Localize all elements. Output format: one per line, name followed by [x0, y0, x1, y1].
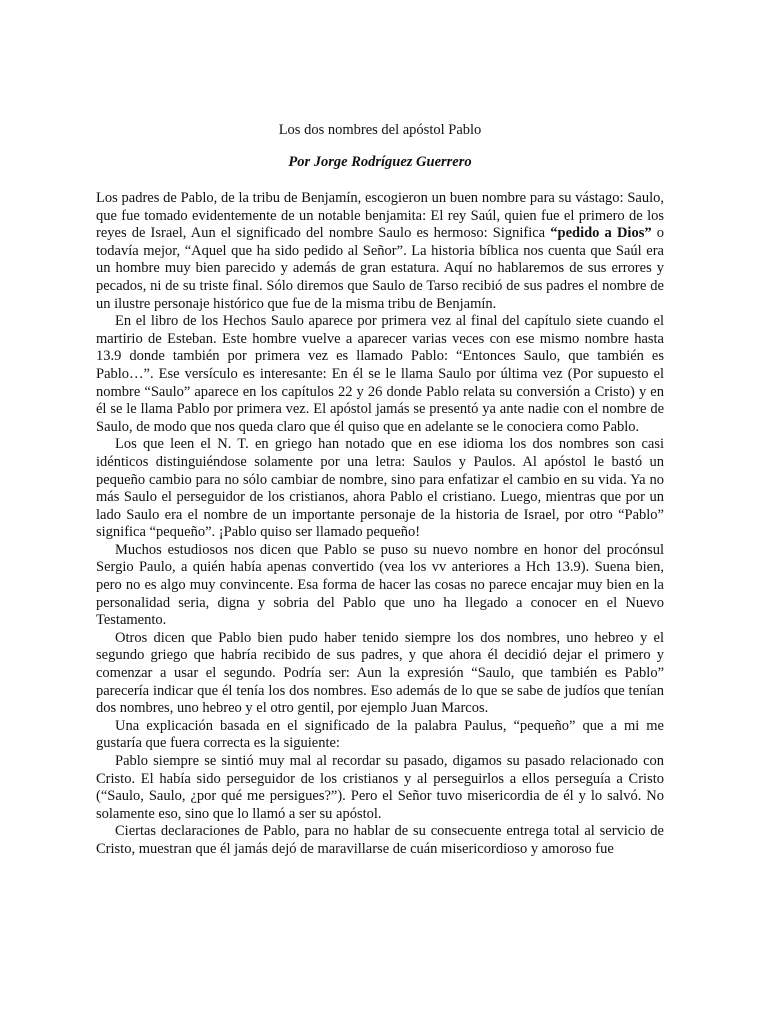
paragraph-2: En el libro de los Hechos Saulo aparece por primera vez al final del capítulo siete cuando el martirio de Esteban. Este hombre vuelve a aparecer varias veces con ese mismo nombre hasta 13.9 donde también por primera vez es llamado Pablo: “Entonces Saulo, que también es Pablo…”. Ese versículo es interesante: En él se le llama Saulo por última vez (Por supuesto el nombre “Saulo” aparece en los capítulos 22 y 26 donde Pablo relata su conversión a Cristo) y en él se le llama Pablo por primera vez. El apóstol jamás se presentó ya ante nadie con el nombre de Saulo, de modo que nos queda claro que él quiso que en adelante se le conociera como Pablo. — [96, 313, 664, 435]
paragraph-4: Muchos estudiosos nos dicen que Pablo se puso su nuevo nombre en honor del procónsul Sergio Paulo, a quién había apenas convertido (vea los vv anteriores a Hch 13.9). Suena bien, pero no es algo muy convincente. Esa forma de hacer las cosas no parece encajar muy bien en la personalidad seria, digna y sobria del Pablo que uno ha llegado a conocer en el Nuevo Testamento. — [96, 541, 664, 629]
paragraph-7: Pablo siempre se sintió muy mal al recordar su pasado, digamos su pasado relacionado con Cristo. El había sido perseguidor de los cristianos y al perseguirlos a ellos perseguía a Cristo (“Saulo, Saulo, ¿por qué me persigues?”). Pero el Señor tuvo misericordia de él y lo salvó. No solamente eso, sino que lo llamó a ser su apóstol. — [96, 753, 664, 822]
paragraph-1-text-start: Los padres de Pablo, de la tribu de Benjamín, escogieron un buen nombre para su vástago: Saulo, que fue tomado evidentemente de un notable benjamita: El rey Saúl, quien fue el primero de los reyes de Israel, Aun el significado del nombre Saulo es hermoso: Significa — [96, 190, 664, 242]
paragraph-1-text-end: o todavía mejor, “Aquel que ha sido pedido al Señor”. La historia bíblica nos cuenta que Saúl era un hombre muy bien parecido y además de gran estatura. Aquí no hablaremos de sus errores y pecados, ni de su triste final. Sólo diremos que Saulo de Tarso recibió de sus padres el nombre de un ilustre personaje histórico que fue de la misma tribu de Benjamín. — [96, 225, 664, 312]
paragraph-1 — [96, 190, 664, 313]
paragraph-8: Ciertas declaraciones de Pablo, para no hablar de su consecuente entrega total al servicio de Cristo, muestran que él jamás dejó de maravillarse de cuán misericordioso y amoroso fue — [96, 823, 664, 857]
paragraph-3: Los que leen el N. T. en griego han notado que en ese idioma los dos nombres son casi idénticos distinguiéndose solamente por una letra: Saulos y Paulos. Al apóstol le bastó un pequeño cambio para no sólo cambiar de nombre, sino para enfatizar el cambio en su vida. Ya no más Saulo el perseguidor de los cristianos, ahora Pablo el cristiano. Luego, mientras que por un lado Saulo era el nombre de un importante personaje de la historia de Israel, por otro “Pablo” significa “pequeño”. ¡Pablo quiso ser llamado pequeño! — [96, 436, 664, 541]
paragraph-6: Una explicación basada en el significado de la palabra Paulus, “pequeño” que a mi me gustaría que fuera correcta es la siguiente: — [96, 717, 664, 752]
paragraph-5: Otros dicen que Pablo bien pudo haber tenido siempre los dos nombres, uno hebreo y el segundo griego que habría recibido de sus padres, y que ahora él decidió dejar el primero y comenzar a usar el segundo. Podría ser: Aun la expresión “Saulo, que también es Pablo” parecería indicar que él tenía los dos nombres. Eso además de lo que se sabe de judíos que tenían dos nombres, uno hebreo y el otro gentil, por ejemplo Juan Marcos. — [96, 629, 664, 717]
document-title: Los dos nombres del apóstol Pablo — [278, 122, 482, 138]
document-author: Por Jorge Rodríguez Guerrero — [288, 154, 472, 170]
document-body — [96, 190, 664, 859]
paragraph-1-emphasis: “pedido a Dios” — [550, 225, 652, 242]
